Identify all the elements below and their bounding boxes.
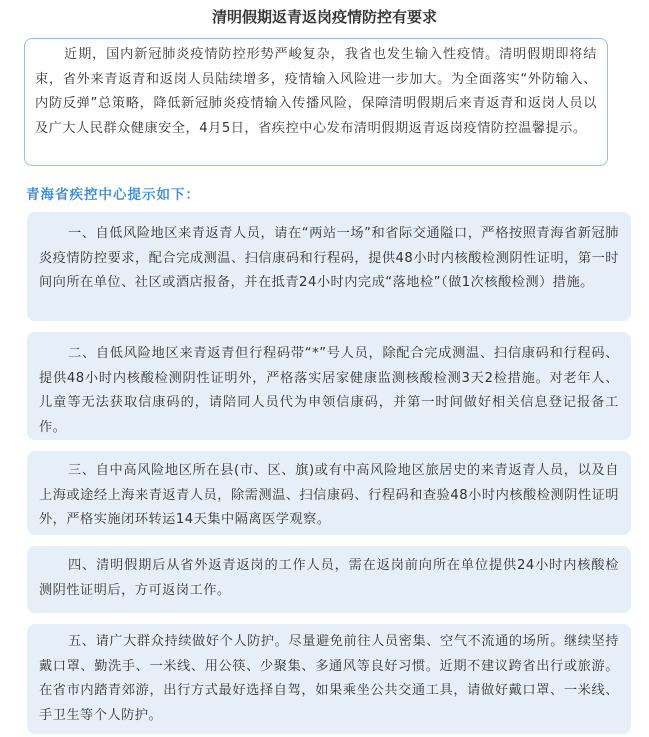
tip-card-1: 一、自低风险地区来青返青人员，请在“两站一场”和省际交通隘口，严格按照青海省新冠肺炎疫情防控要求，配合完成测温、扫信康码和行程码，提供48小时内核酸检测阴性证明，第一时间向所在单位、社区或酒店报备，并在抵青24小时内完成“落地检”（做1次核酸检测）措施。	[27, 212, 631, 321]
intro-paragraph: 近期，国内新冠肺炎疫情防控形势严峻复杂，我省也发生输入性疫情。清明假期即将结束，省外来青返青和返岗人员陆续增多，疫情输入风险进一步加大。为全面落实“外防输入、内防反弹”总策略，降低新冠肺炎疫情输入传播风险，保障清明假期后来青返青和返岗人员以及广大人民群众健康安全，4月5日，省疾控中心发布清明假期返青返岗疫情防控温馨提示。	[24, 38, 608, 166]
tip-card-4: 四、清明假期后从省外返青返岗的工作人员，需在返岗前向所在单位提供24小时内核酸检测阴性证明后，方可返岗工作。	[27, 546, 631, 613]
tip-card-5: 五、请广大群众持续做好个人防护。尽量避免前往人员密集、空气不流通的场所。继续坚持戴口罩、勤洗手、一米线、用公筷、少聚集、多通风等良好习惯。近期不建议跨省出行或旅游。在省市内踏青郊游，出行方式最好选择自驾，如果乘坐公共交通工具，请做好戴口罩、一米线、手卫生等个人防护。	[27, 624, 631, 734]
tip-card-2: 二、自低风险地区来青返青但行程码带“*”号人员，除配合完成测温、扫信康码和行程码、提供48小时内核酸检测阴性证明外，严格落实居家健康监测核酸检测3天2检措施。对老年人、儿童等无法获取信康码的，请陪同人员代为申领信康码，并第一时间做好相关信息登记报备工作。	[27, 332, 631, 440]
page-title: 清明假期返青返岗疫情防控有要求	[211, 8, 437, 26]
tip-card-3: 三、自中高风险地区所在县(市、区、旗)或有中高风险地区旅居史的来青返青人员，以及自上海或途经上海来青返青人员，除需测温、扫信康码、行程码和查验48小时内核酸检测阴性证明外，严格实施闭环转运14天集中隔离医学观察。	[27, 451, 631, 535]
section-heading: 青海省疾控中心提示如下：	[26, 187, 200, 203]
